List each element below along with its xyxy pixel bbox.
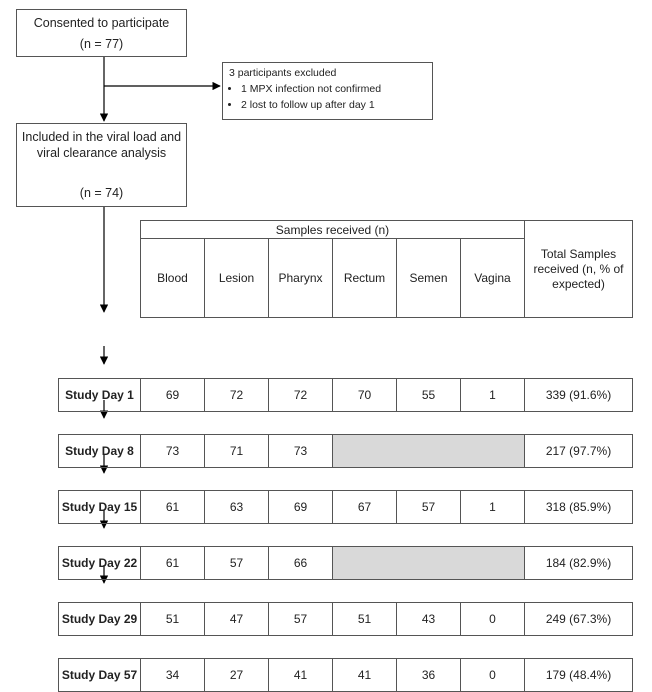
not-collected-cell	[333, 435, 525, 468]
total-cell: 179 (48.4%)	[525, 659, 633, 692]
included-label: Included in the viral load and viral clearance analysis	[21, 130, 182, 160]
row-spacer	[59, 524, 633, 547]
table-row	[59, 603, 633, 636]
row-spacer	[59, 412, 633, 435]
sample-count-cell: 1	[461, 491, 525, 524]
sample-count-cell: 73	[269, 435, 333, 468]
sample-count-cell: 72	[205, 379, 269, 412]
total-cell: 339 (91.6%)	[525, 379, 633, 412]
sample-count-cell: 47	[205, 603, 269, 636]
study-day-label: Study Day 29	[59, 603, 141, 636]
sample-count-cell: 57	[397, 491, 461, 524]
sample-count-cell: 71	[205, 435, 269, 468]
sample-count-cell: 61	[141, 547, 205, 580]
sample-count-cell: 63	[205, 491, 269, 524]
excluded-item: • 1 MPX infection not confirmed	[241, 83, 426, 95]
table-row	[59, 379, 633, 412]
study-day-label: Study Day 1	[59, 379, 141, 412]
sample-count-cell: 72	[269, 379, 333, 412]
not-collected-cell	[333, 547, 525, 580]
sample-count-cell: 67	[333, 491, 397, 524]
sample-count-cell: 43	[397, 603, 461, 636]
sample-count-cell: 69	[141, 379, 205, 412]
table-row	[59, 491, 633, 524]
sample-count-cell: 66	[269, 547, 333, 580]
sample-count-cell: 69	[269, 491, 333, 524]
study-day-label: Study Day 8	[59, 435, 141, 468]
sample-count-cell: 51	[333, 603, 397, 636]
excluded-item: • 2 lost to follow up after day 1	[241, 99, 426, 111]
row-spacer	[59, 580, 633, 603]
study-day-label: Study Day 22	[59, 547, 141, 580]
sample-count-cell: 51	[141, 603, 205, 636]
study-day-label: Study Day 15	[59, 491, 141, 524]
samples-table	[58, 220, 633, 692]
column-header-pharynx: Pharynx	[269, 239, 333, 318]
total-cell: 249 (67.3%)	[525, 603, 633, 636]
consented-count: (n = 77)	[79, 37, 124, 51]
sample-count-cell: 55	[397, 379, 461, 412]
study-day-label: Study Day 57	[59, 659, 141, 692]
column-header-rectum: Rectum	[333, 239, 397, 318]
sample-count-cell: 57	[269, 603, 333, 636]
table-corner	[59, 221, 141, 318]
sample-count-cell: 57	[205, 547, 269, 580]
sample-count-cell: 73	[141, 435, 205, 468]
row-spacer	[59, 636, 633, 659]
included-count: (n = 74)	[79, 186, 124, 200]
total-cell: 318 (85.9%)	[525, 491, 633, 524]
excluded-title: 3 participants excluded	[229, 67, 337, 79]
total-cell: 217 (97.7%)	[525, 435, 633, 468]
sample-count-cell: 0	[461, 603, 525, 636]
total-header: Total Samples received (n, % of expected)	[525, 221, 633, 318]
total-cell: 184 (82.9%)	[525, 547, 633, 580]
consented-label: Consented to participate	[33, 16, 170, 30]
sample-count-cell: 34	[141, 659, 205, 692]
sample-count-cell: 27	[205, 659, 269, 692]
sample-count-cell: 36	[397, 659, 461, 692]
sample-count-cell: 41	[269, 659, 333, 692]
column-header-semen: Semen	[397, 239, 461, 318]
column-header-vagina: Vagina	[461, 239, 525, 318]
table-row	[59, 435, 633, 468]
column-header-lesion: Lesion	[205, 239, 269, 318]
table-row	[59, 547, 633, 580]
column-header-blood: Blood	[141, 239, 205, 318]
sample-count-cell: 70	[333, 379, 397, 412]
sample-count-cell: 0	[461, 659, 525, 692]
row-spacer	[59, 468, 633, 491]
table-row	[59, 659, 633, 692]
sample-count-cell: 41	[333, 659, 397, 692]
samples-group-header: Samples received (n)	[141, 221, 525, 239]
sample-count-cell: 1	[461, 379, 525, 412]
sample-count-cell: 61	[141, 491, 205, 524]
row-spacer	[59, 318, 633, 379]
